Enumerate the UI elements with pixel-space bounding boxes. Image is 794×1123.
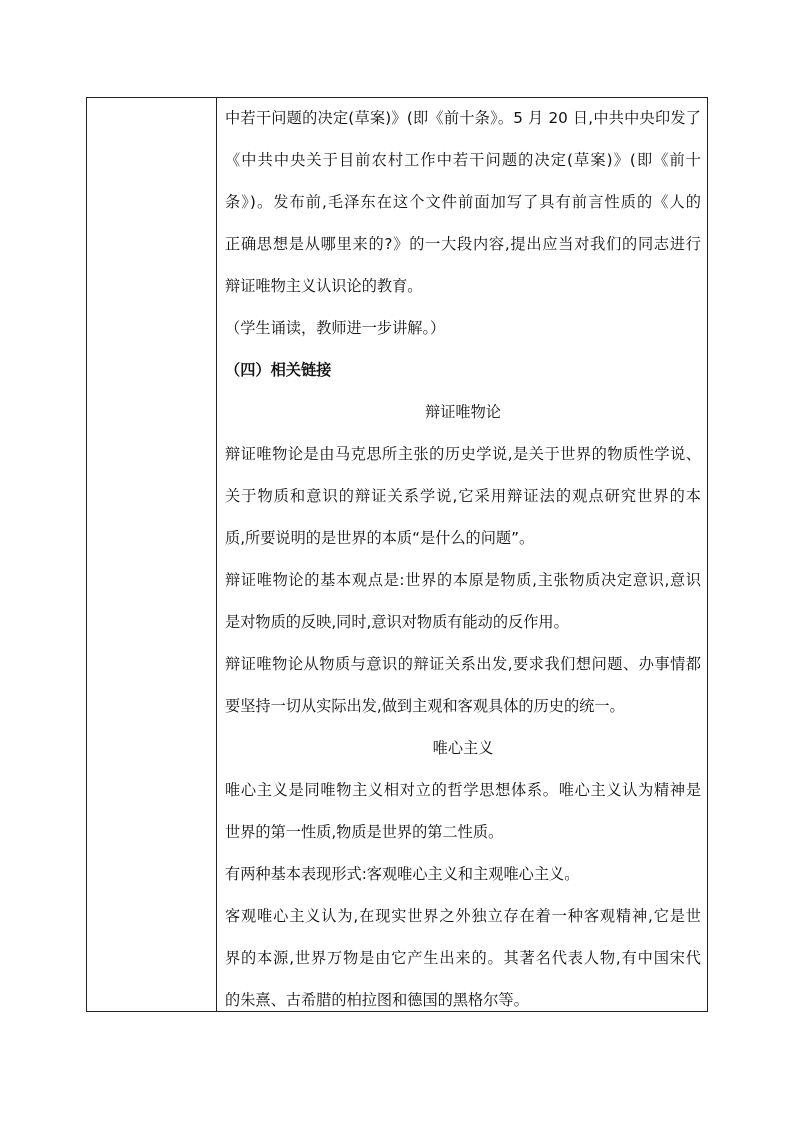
- text-line: 中若干问题的决定(草案)》(即《前十条》。5 月 20 日,中共中央印发了: [225, 109, 701, 127]
- text-line: 质,所要说明的是世界的本质“是什么的问题”。: [225, 529, 535, 547]
- text-line: 界的本源,世界万物是由它产生出来的。其著名代表人物,有中国宋代: [225, 949, 701, 967]
- text-line: （学生诵读，教师进一步讲解。）: [225, 319, 446, 337]
- text-line: 正确思想是从哪里来的?》的一大段内容,提出应当对我们的同志进行: [225, 235, 701, 253]
- text-line: 世界的第一性质,物质是世界的第二性质。: [225, 823, 504, 841]
- text-line: 是对物质的反映,同时,意识对物质有能动的反作用。: [225, 613, 569, 631]
- text-line: 《中共中央关于目前农村工作中若干问题的决定(草案)》(即《前十: [225, 151, 701, 169]
- text-line: 的朱熹、古希腊的柏拉图和德国的黑格尔等。: [225, 991, 529, 1009]
- subsection-title: 辩证唯物论: [425, 403, 501, 421]
- text-line: 唯心主义是同唯物主义相对立的哲学思想体系。唯心主义认为精神是: [225, 781, 701, 799]
- section-heading: （四）相关链接: [225, 361, 332, 379]
- text-line: 辩证唯物论是由马克思所主张的历史学说,是关于世界的物质性学说、: [225, 445, 701, 463]
- subsection-title: 唯心主义: [432, 739, 494, 757]
- text-line: 要坚持一切从实际出发,做到主观和客观具体的历史的统一。: [225, 697, 625, 715]
- table-right-cell: [217, 98, 707, 1011]
- text-line: 有两种基本表现形式:客观唯心主义和主观唯心主义。: [225, 865, 580, 883]
- text-line: 辩证唯物论从物质与意识的辩证关系出发,要求我们想问题、办事情都: [225, 655, 701, 673]
- text-line: 条》)。发布前,毛泽东在这个文件前面加写了具有前言性质的《人的: [225, 193, 701, 211]
- text-line: 辩证唯物主义认识论的教育。: [225, 277, 423, 295]
- text-line: 辩证唯物论的基本观点是:世界的本原是物质,主张物质决定意识,意识: [225, 571, 701, 589]
- text-line: 客观唯心主义认为,在现实世界之外独立存在着一种客观精神,它是世: [225, 907, 701, 925]
- content-table: [86, 97, 708, 1012]
- table-left-cell: [87, 98, 217, 1011]
- text-line: 关于物质和意识的辩证关系学说,它采用辩证法的观点研究世界的本: [225, 487, 701, 505]
